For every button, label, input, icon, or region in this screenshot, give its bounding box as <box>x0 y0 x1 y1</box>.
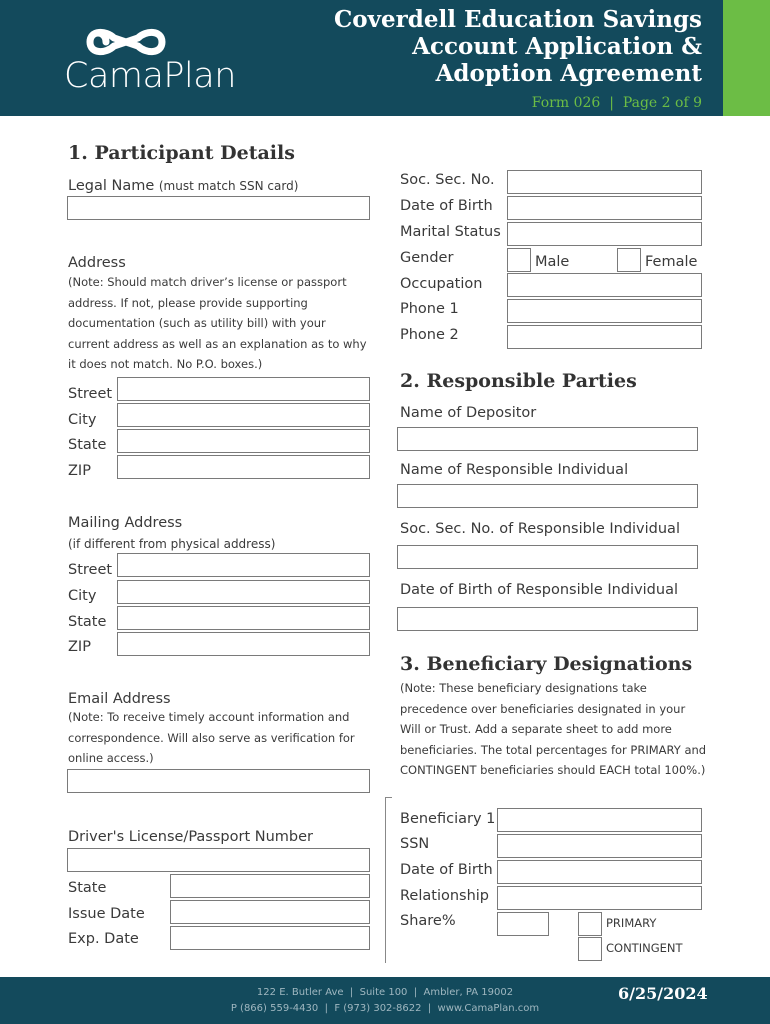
title-line-2: Account Application & <box>412 33 702 60</box>
occupation-label: Occupation <box>400 276 483 292</box>
issue-date-input[interactable] <box>170 900 370 924</box>
resp-name-input[interactable] <box>397 484 698 508</box>
footer-date: 6/25/2024 <box>618 984 708 1003</box>
license-state-label: State <box>68 880 107 896</box>
email-label: Email Address <box>68 691 171 707</box>
license-state-input[interactable] <box>170 874 370 898</box>
dob-label: Date of Birth <box>400 198 493 214</box>
email-note-line: correspondence. Will also serve as verification for <box>68 730 355 745</box>
legal-name-text: Legal Name <box>68 178 155 194</box>
gender-label: Gender <box>400 250 454 266</box>
share-label: Share% <box>400 913 456 929</box>
city-label: City <box>68 412 97 428</box>
ben-dob-input[interactable] <box>497 860 702 884</box>
email-note <box>68 707 355 769</box>
beneficiary-note <box>400 678 706 781</box>
license-label: Driver's License/Passport Number <box>68 829 313 845</box>
title-line-1: Coverdell Education Savings <box>334 6 702 33</box>
resp-dob-input[interactable] <box>397 607 698 631</box>
mailing-note: (if different from physical address) <box>68 537 276 551</box>
phone2-label: Phone 2 <box>400 327 459 343</box>
footer-phone-web: P (866) 559-4430 | F (973) 302-8622 | www.CamaPlan.com <box>230 1003 540 1014</box>
email-note-line: online access.) <box>68 751 154 765</box>
email-note-line: (Note: To receive timely account information and <box>68 710 350 724</box>
occupation-input[interactable] <box>507 273 702 297</box>
address-note <box>68 272 367 375</box>
marital-status-input[interactable] <box>507 222 702 246</box>
logo-text: CamaPlan <box>64 56 236 96</box>
marital-status-label: Marital Status <box>400 224 501 240</box>
form-page-indicator: Form 026 | Page 2 of 9 <box>531 95 702 111</box>
city-input[interactable] <box>117 403 370 427</box>
street-label: Street <box>68 386 113 402</box>
ben-dob-label: Date of Birth <box>400 862 493 878</box>
mailing-city-input[interactable] <box>117 580 370 604</box>
infinity-logo-icon <box>86 24 166 60</box>
ssn-input[interactable] <box>507 170 702 194</box>
address-note-line: current address as well as an explanation as to why <box>68 336 367 351</box>
phone2-input[interactable] <box>507 325 702 349</box>
depositor-input[interactable] <box>397 427 698 451</box>
issue-date-label: Issue Date <box>68 906 145 922</box>
ben-ssn-input[interactable] <box>497 834 702 858</box>
zip-input[interactable] <box>117 455 370 479</box>
mailing-state-input[interactable] <box>117 606 370 630</box>
address-note-line: documentation (such as utility bill) with your <box>68 316 326 330</box>
legal-name-input[interactable] <box>67 196 370 220</box>
resp-ssn-input[interactable] <box>397 545 698 569</box>
section-3-heading: 3. Beneficiary Designations <box>400 653 693 675</box>
male-label: Male <box>535 254 570 270</box>
share-input[interactable] <box>497 912 549 936</box>
relationship-input[interactable] <box>497 886 702 910</box>
female-checkbox[interactable] <box>617 248 641 272</box>
ben-ssn-label: SSN <box>400 836 430 852</box>
mailing-state-label: State <box>68 614 107 630</box>
depositor-label: Name of Depositor <box>400 405 537 421</box>
resp-ssn-label: Soc. Sec. No. of Responsible Individual <box>400 521 680 537</box>
dob-input[interactable] <box>507 196 702 220</box>
resp-dob-label: Date of Birth of Responsible Individual <box>400 582 678 598</box>
email-input[interactable] <box>67 769 370 793</box>
mailing-address-label: Mailing Address <box>68 515 183 531</box>
beneficiary-bracket <box>385 797 392 963</box>
street-input[interactable] <box>117 377 370 401</box>
phone1-label: Phone 1 <box>400 301 459 317</box>
section-1-heading: 1. Participant Details <box>68 142 295 164</box>
beneficiary-note-line: CONTINGENT beneficiaries should EACH total 100%.) <box>400 763 706 777</box>
license-input[interactable] <box>67 848 370 872</box>
contingent-checkbox[interactable] <box>578 937 602 961</box>
zip-label: ZIP <box>68 463 91 479</box>
female-label: Female <box>645 254 698 270</box>
section-2-heading: 2. Responsible Parties <box>400 370 637 392</box>
relationship-label: Relationship <box>400 888 490 904</box>
primary-label: PRIMARY <box>606 916 657 930</box>
state-input[interactable] <box>117 429 370 453</box>
address-note-line: address. If not, please provide supporting <box>68 295 308 310</box>
title-line-3: Adoption Agreement <box>435 60 702 87</box>
primary-checkbox[interactable] <box>578 912 602 936</box>
contingent-label: CONTINGENT <box>606 941 683 955</box>
footer-address: 122 E. Butler Ave | Suite 100 | Ambler, PA 19002 <box>256 987 514 998</box>
ssn-label: Soc. Sec. No. <box>400 172 495 188</box>
exp-date-label: Exp. Date <box>68 931 139 947</box>
phone1-input[interactable] <box>507 299 702 323</box>
legal-name-note: (must match SSN card) <box>158 179 299 193</box>
mailing-zip-label: ZIP <box>68 639 91 655</box>
page-title <box>334 6 702 87</box>
beneficiary1-label: Beneficiary 1 <box>400 811 496 827</box>
mailing-street-input[interactable] <box>117 553 370 577</box>
beneficiary-note-line: Will or Trust. Add a separate sheet to add more <box>400 722 672 736</box>
address-label: Address <box>68 255 126 271</box>
beneficiary1-input[interactable] <box>497 808 702 832</box>
beneficiary-note-line: (Note: These beneficiary designations take <box>400 681 647 695</box>
mailing-zip-input[interactable] <box>117 632 370 656</box>
legal-name-label <box>68 178 298 194</box>
beneficiary-note-line: beneficiaries. The total percentages for PRIMARY and <box>400 742 707 757</box>
male-checkbox[interactable] <box>507 248 531 272</box>
resp-name-label: Name of Responsible Individual <box>400 462 629 478</box>
mailing-city-label: City <box>68 588 97 604</box>
exp-date-input[interactable] <box>170 926 370 950</box>
accent-tab <box>723 0 770 116</box>
address-note-line: (Note: Should match driver’s license or passport <box>68 275 347 289</box>
state-label: State <box>68 437 107 453</box>
beneficiary-note-line: precedence over beneficiaries designated in your <box>400 701 686 716</box>
mailing-street-label: Street <box>68 562 113 578</box>
address-note-line: it does not match. No P.O. boxes.) <box>68 357 263 371</box>
